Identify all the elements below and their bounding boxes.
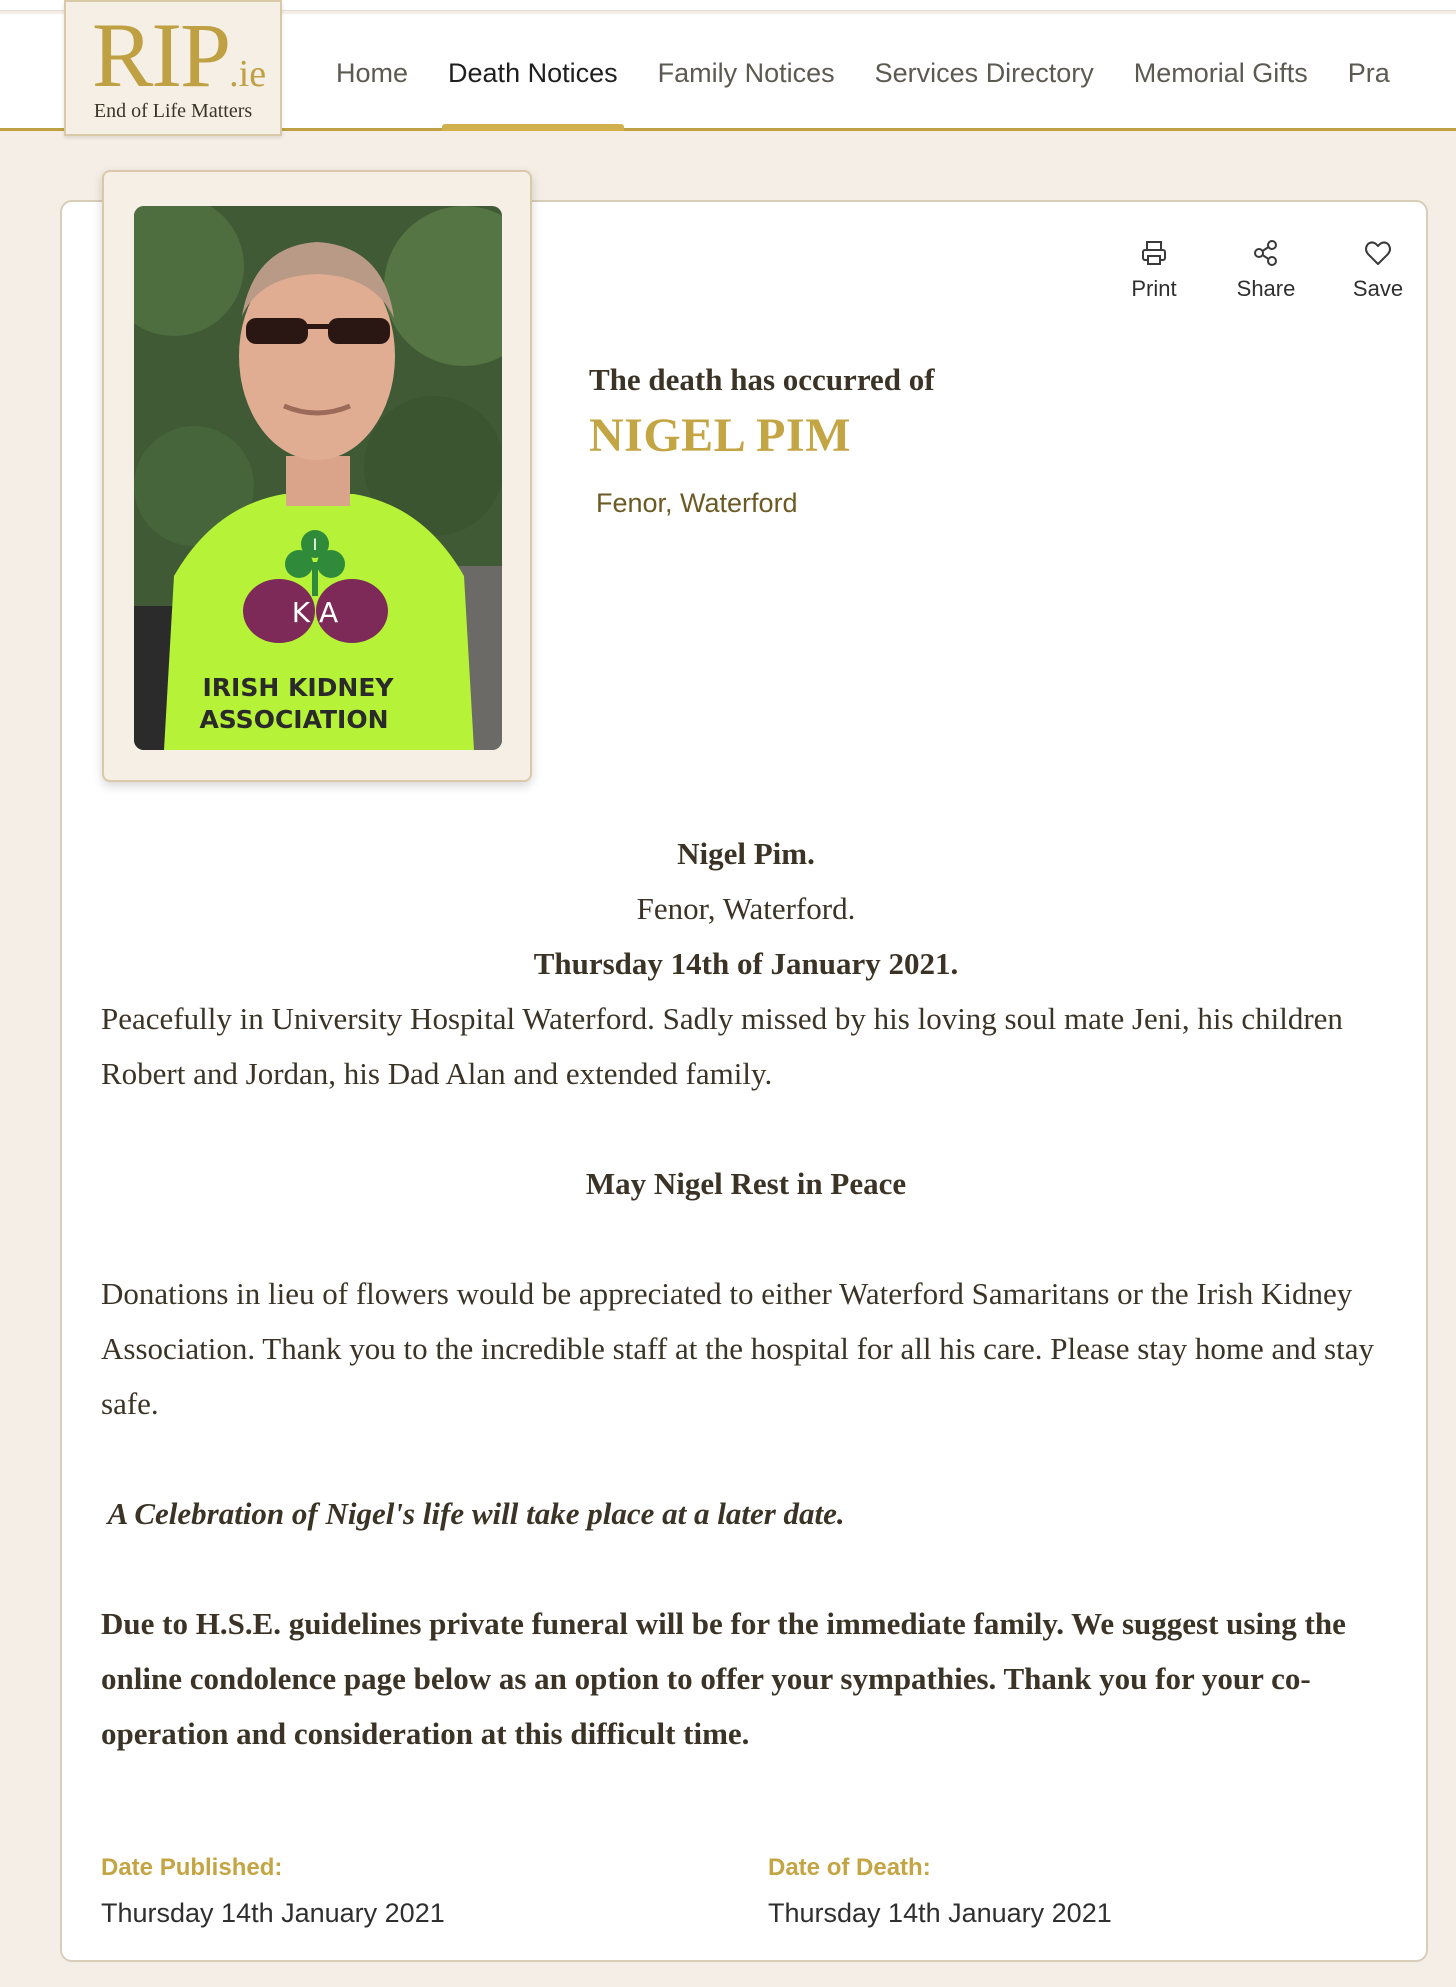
shirt-text-line2: ASSOCIATION [199, 705, 389, 734]
heart-icon [1363, 238, 1393, 268]
body-date-line: Thursday 14th of January 2021. [533, 946, 959, 981]
nav-item-death-notices[interactable]: Death Notices [428, 14, 638, 128]
logo-suffix: .ie [229, 53, 267, 95]
deceased-location: Fenor, Waterford [596, 488, 798, 518]
shirt-letters: K A [291, 596, 339, 629]
notice-body [101, 826, 1391, 1761]
nav-item-memorial-gifts[interactable]: Memorial Gifts [1133, 58, 1308, 88]
nav-item-truncated[interactable]: Pra [1347, 58, 1390, 88]
date-of-death-value: Thursday 14th January 2021 [768, 1898, 1112, 1928]
body-paragraph-hse: Due to H.S.E. guidelines private funeral will be for the immediate family. We suggest using the online condolence page below as an option to offer your sympathies. Thank you for your co-operation and consideration at this difficult time. [101, 1606, 1346, 1751]
shirt-text-line1: IRISH KIDNEY [202, 673, 394, 702]
site-logo[interactable] [64, 0, 282, 136]
save-label: Save [1352, 276, 1404, 301]
portrait-image [134, 206, 502, 750]
logo-wordmark [92, 4, 267, 106]
body-paragraph-family: Peacefully in University Hospital Waterford. Sadly missed by his loving soul mate Jeni, his children Robert and Jordan, his Dad Alan and extended family. [101, 1001, 1343, 1091]
logo-tagline: End of Life Matters [93, 100, 253, 122]
portrait-frame [102, 170, 532, 782]
notice-actions [1120, 238, 1412, 302]
date-published-block [101, 1854, 445, 1929]
date-published-label: Date Published: [101, 1854, 283, 1881]
spacer [101, 1101, 1391, 1156]
date-of-death-label: Date of Death: [768, 1854, 931, 1881]
shirt-letter-top: I [312, 535, 318, 554]
spacer [101, 1541, 1391, 1596]
date-published-value: Thursday 14th January 2021 [101, 1898, 445, 1928]
spacer [101, 1431, 1391, 1486]
print-label: Print [1131, 276, 1177, 301]
portrait-photo[interactable] [134, 206, 502, 750]
body-place-line: Fenor, Waterford. [636, 891, 856, 926]
nav-item-family-notices[interactable]: Family Notices [657, 58, 835, 88]
deceased-name: NIGEL PIM [589, 409, 851, 462]
body-celebration-line: A Celebration of Nigel's life will take place at a later date. [101, 1496, 845, 1531]
print-button[interactable] [1120, 238, 1188, 302]
share-icon [1251, 238, 1281, 268]
body-name-line: Nigel Pim. [677, 836, 815, 871]
nav-item-services-directory[interactable]: Services Directory [874, 58, 1094, 88]
share-label: Share [1236, 276, 1296, 301]
notice-intro: The death has occurred of [589, 362, 935, 397]
main-nav [316, 14, 1410, 128]
body-paragraph-donations: Donations in lieu of flowers would be appreciated to either Waterford Samaritans or the Irish Kidney Association. Thank you to the incredible staff at the hospital for all his care. Please stay home and stay safe. [101, 1276, 1374, 1421]
nav-item-home[interactable]: Home [336, 58, 409, 88]
printer-icon [1139, 238, 1169, 268]
save-button[interactable] [1344, 238, 1412, 302]
body-rip-line: May Nigel Rest in Peace [585, 1166, 907, 1201]
date-of-death-block [768, 1854, 1112, 1929]
spacer [101, 1211, 1391, 1266]
share-button[interactable] [1232, 238, 1300, 302]
logo-rip: RIP [92, 4, 230, 106]
